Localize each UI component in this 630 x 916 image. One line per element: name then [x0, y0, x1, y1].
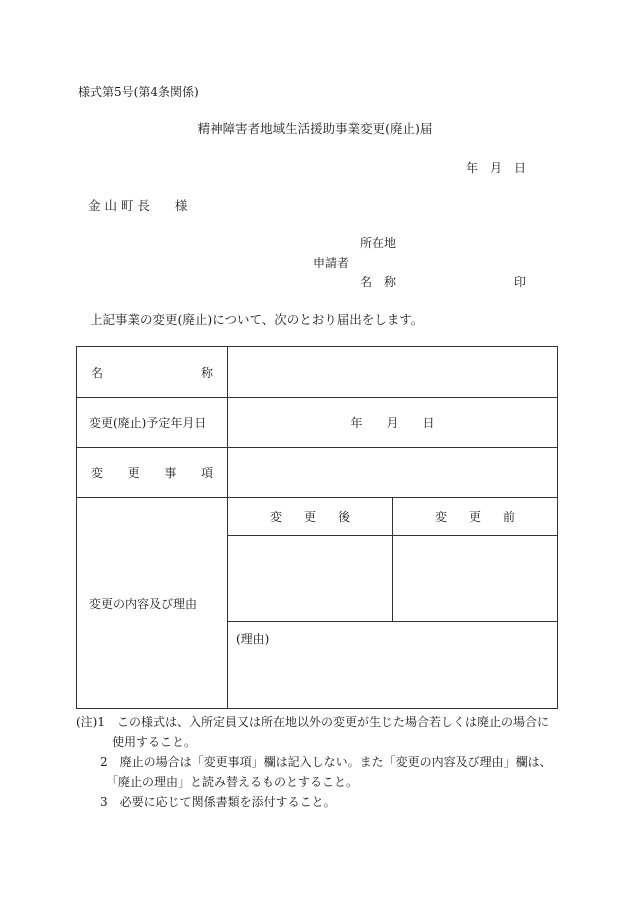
name-value-cell[interactable]: [228, 347, 558, 398]
change-item-char-3: 事: [164, 466, 177, 480]
reason-label: (理由): [236, 632, 270, 646]
after-char-1: 変: [270, 510, 283, 524]
note-line: 2 廃止の場合は「変更事項」欄は記入しない。また「変更の内容及び理由」欄は、: [76, 755, 552, 769]
document-title: 精神障害者地域生活援助事業変更(廃止)届: [197, 121, 433, 136]
change-item-value-cell[interactable]: [228, 448, 558, 498]
notification-table: [76, 346, 558, 709]
name-label-char-2: 称: [200, 365, 213, 380]
after-value-cell[interactable]: [228, 536, 393, 622]
row-name: [77, 347, 558, 398]
note-line: 使用すること。: [76, 735, 197, 749]
submission-date: 年 月 日: [465, 161, 526, 175]
change-item-char-1: 変: [91, 466, 104, 480]
applicant-label: 申請者: [313, 256, 350, 270]
reason-cell[interactable]: [228, 622, 558, 709]
change-item-label-cell: [77, 448, 228, 498]
change-item-char-2: 更: [127, 466, 140, 480]
before-header-cell: [393, 498, 558, 536]
addressee: 金 山 町 長 様: [88, 198, 188, 213]
date-value-cell[interactable]: 年 月 日: [228, 398, 558, 448]
before-char-2: 更: [468, 510, 481, 524]
row-date: [77, 398, 558, 448]
date-label-cell: 変更(廃止)予定年月日: [77, 398, 228, 448]
seal-mark: 印: [514, 275, 527, 289]
applicant-name-label: 名 称: [360, 275, 397, 289]
after-header-cell: [228, 498, 393, 536]
content-label-cell: [77, 498, 228, 709]
note-line: (注)1 この様式は、入所定員又は所在地以外の変更が生じた場合若しくは廃止の場合に: [76, 715, 550, 729]
before-value-cell[interactable]: [393, 536, 558, 622]
note-line: 3 必要に応じて関係書類を添付すること。: [76, 795, 336, 809]
after-char-2: 更: [303, 510, 316, 524]
note-line: 「廃止の理由」と読み替えるものとすること。: [76, 775, 359, 789]
before-char-1: 変: [435, 510, 448, 524]
row-content-header: [77, 498, 558, 536]
change-item-char-4: 項: [200, 466, 213, 480]
before-char-3: 前: [502, 510, 515, 524]
intro-text: 上記事業の変更(廃止)について、次のとおり届出をします。: [90, 312, 424, 327]
name-label-char-1: 名: [91, 365, 104, 380]
content-label: 変更の内容及び理由: [89, 596, 198, 611]
after-char-3: 後: [337, 510, 350, 524]
notes: [76, 712, 566, 812]
address-label: 所在地: [360, 236, 397, 250]
name-label-cell: [77, 347, 228, 398]
form-number: 様式第5号(第4条関係): [78, 85, 199, 99]
row-change-item: [77, 448, 558, 498]
